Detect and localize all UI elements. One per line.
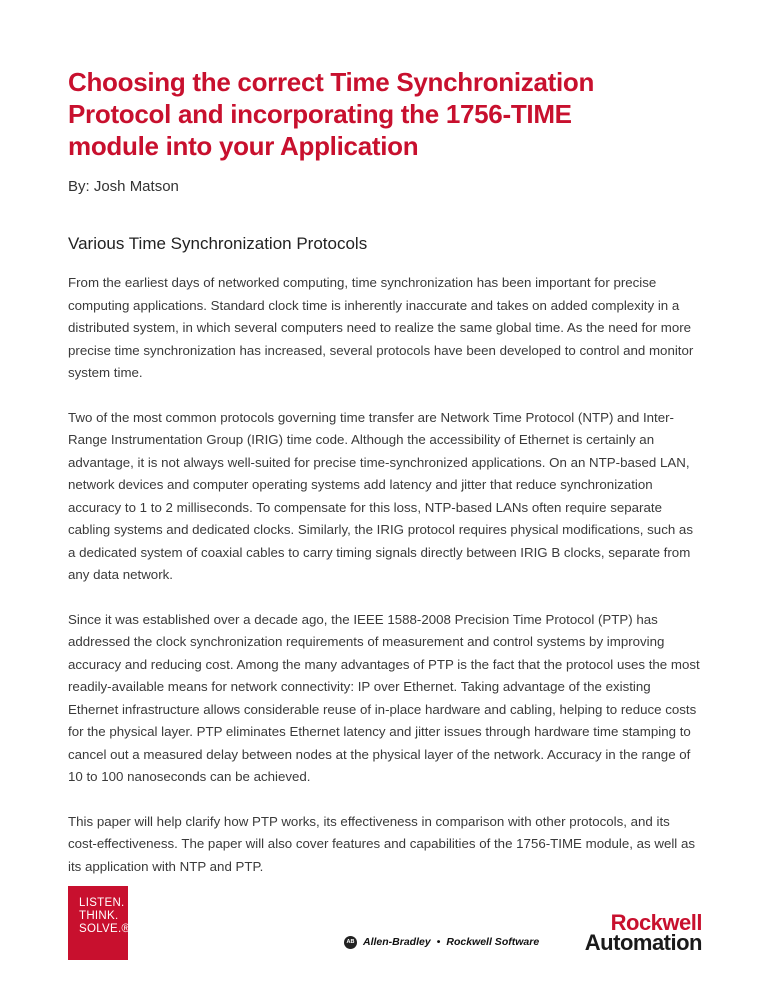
paragraph-3: Since it was established over a decade ago, the IEEE 1588-2008 Precision Time Protocol (PTP) has addressed the clock synchronization requirements of measurement and control systems by improving accuracy and reducing cost. Among the many advantages of PTP is the fact that the protocol uses the most readily-available means for network connectivity: IP over Ethernet. Taking advantage of the existing Ethernet infrastructure allows considerable reuse of in-place hardware and cabling, helping to reduce costs for the physical layer. PTP eliminates Ethernet latency and jitter issues through hardware time stamping to cancel out a measured delay between nodes at the physical layer of the network. Accuracy in the range of 10 to 100 nanoseconds can be achieved. [68, 611, 700, 784]
paragraph-4: This paper will help clarify how PTP works, its effectiveness in comparison with other protocols, and its cost-effectiveness. The paper will also cover features and capabilities of the 1756-TIME module, as well as its application with NTP and PTP. [68, 813, 695, 874]
listen-think-solve-logo [68, 886, 131, 960]
section-heading: Various Time Synchronization Protocols [68, 234, 368, 253]
brand-separator: • [436, 936, 441, 948]
body-text [68, 272, 702, 900]
tagline-line: LISTEN. [79, 897, 125, 909]
byline: By: Josh Matson [68, 178, 179, 195]
paragraph-1: From the earliest days of networked computing, time synchronization has been important for precise computing applications. Standard clock time is inherently inaccurate and takes on added complexity in a distributed system, in which several computers need to realize the same global time. As the need for more precise time synchronization has increased, several protocols have been developed to control and monitor system time. [68, 275, 694, 380]
document-title: Choosing the correct Time Synchronization Protocol and incorporating the 1756-TIME module into your Application [68, 67, 595, 161]
tagline-line: SOLVE.® [79, 923, 131, 935]
rockwell-software-label: Rockwell Software [446, 936, 540, 948]
tagline-line: THINK. [79, 910, 119, 922]
rockwell-automation-logo [556, 910, 702, 955]
allen-bradley-icon: AB [344, 936, 357, 949]
logo-line-rockwell: Rockwell [610, 910, 702, 935]
logo-line-automation: Automation [584, 930, 702, 955]
allen-bradley-label: Allen-Bradley [363, 936, 431, 948]
brand-names [344, 934, 539, 950]
paragraph-2: Two of the most common protocols governing time transfer are Network Time Protocol (NTP) and Inter-Range Instrumentation Group (IRIG) time code. Although the accessibility of Ethernet is certainly an advantage, it is not always well-suited for precise time-synchronized applications. On an NTP-based LAN, network devices and computer operating systems add latency and jitter that reduce synchronization accuracy to 1 to 2 milliseconds. To compensate for this loss, NTP-based LANs often require separate cabling systems and dedicated clocks. Similarly, the IRIG protocol requires physical modifications, such as a dedicated system of coaxial cables to carry timing signals directly between IRIG B clocks, separate from any data network. [68, 409, 693, 582]
